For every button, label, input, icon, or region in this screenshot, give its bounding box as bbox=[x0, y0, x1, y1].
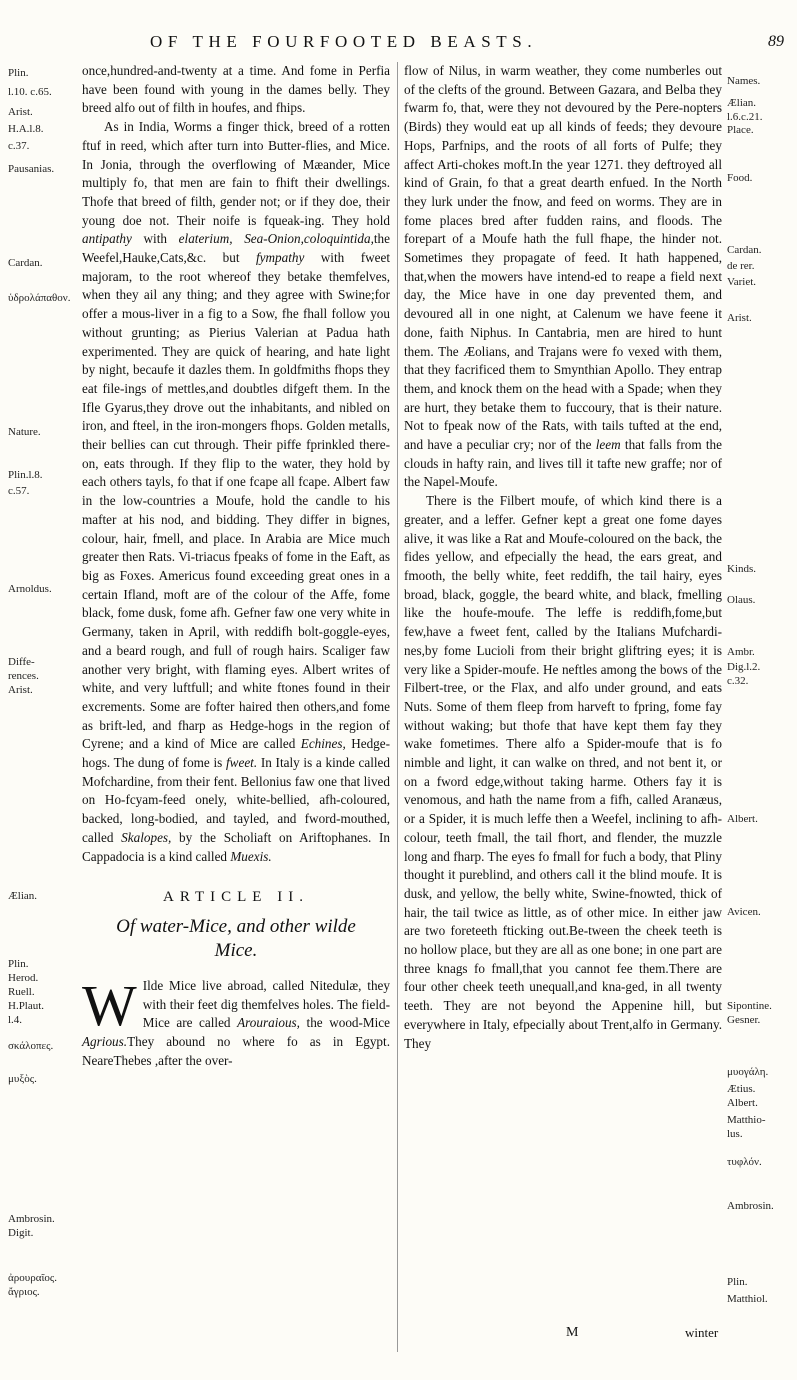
italic-run: antipathy bbox=[82, 231, 132, 247]
italic-run: Arouraious, bbox=[237, 1015, 300, 1031]
text-run: As in India, Worms a finger thick, breed of a rotten ftuf in reed, which after turn into Butter-flies, and Mice. In Jonia, through the overflowing of Mæander, Mice multiply fo, that men are fain to fhift their dwellings. Thofe that breed of filth, gender not; or if they doe, their young doe not. Their noife is fqueak-ing. They hold bbox=[82, 119, 390, 228]
margin-note: Cardan. bbox=[727, 244, 762, 256]
margin-note: de rer. bbox=[727, 260, 755, 272]
article-title-line: Mice. bbox=[214, 939, 258, 961]
margin-note: Gesner. bbox=[727, 1014, 761, 1026]
text-run: Ilde Mice live abroad, called Nitedulæ, they with their feet dig themfelves holes. The field-Mice are called bbox=[142, 977, 390, 1031]
article-title-line: Of water-Mice, and other wilde bbox=[116, 915, 356, 937]
margin-note: Diffe- bbox=[8, 656, 35, 668]
italic-run: Echines, bbox=[300, 736, 346, 752]
italic-run: Muexis. bbox=[230, 848, 272, 864]
margin-note: Dig.l.2. bbox=[727, 661, 761, 673]
margin-note: Cardan. bbox=[8, 257, 43, 269]
text-run: with fweet majoram, to the root whereof they betake themfelves, when they ail any thing; and they agree with Swine;for offer a mous-liver in a fig to a Sow, fhe fhall follow you without grunting; as Pierius Valerian at Padua hath experimented. They are quick of hearing, and hate light by night, becaufe it dazles them. In goldfmiths fhops they eat file-ings of mettles,and doubtles difgeft them. In the Ifle Gyarus,they drove out the inhabitants, and nibled on iron, and fteel, in the iron-mongers fhops. Golden metalls, their bellies can cut through. Their piffe fprinkled there-on, eats through. If they flip to the water, they hold by each others tayls, fo that if one fcape all fcape. Albert faw in the low-countries a Moufe, hold the candle to his mafter at his nod, and bidding. They differ in bignes, colour, hair, fmell, and place. In Arabia are Mice much greater then Rats. Vi-triacus fpeaks of fome in the Eaft, as big as Foxes. Americus found exceeding great ones in a certain Ifland, moft are of the colour of the Affe, fome black, fome dusk, fome afh. Gefner faw one very white in Germany, taken in April, with reddifh bolt-goggle-eyes, and a beard rough, and full of rough hairs. Scaliger faw another very bright, with flaming eyes. Albert writes of white, and very luftfull; and white ftones found in their excrements. Some are fofter haired then others,and fome as brift-led, and fharp as Hedge-hogs in the region of Cyrene; and a kind of Mice are called bbox=[82, 250, 390, 752]
margin-note: ἀρουραῖος. bbox=[8, 1272, 58, 1284]
margin-note: H.A.l.8. bbox=[8, 123, 44, 135]
margin-note: Matthio- bbox=[727, 1114, 766, 1126]
margin-note: Albert. bbox=[727, 1097, 758, 1109]
margin-note: τυφλόν. bbox=[727, 1156, 762, 1168]
margin-note: Names. bbox=[727, 75, 761, 87]
margin-note: Albert. bbox=[727, 813, 758, 825]
margin-note: Place. bbox=[727, 124, 754, 136]
italic-run: leem bbox=[595, 437, 621, 453]
margin-note: Plin. bbox=[8, 67, 29, 79]
margin-note: Ambrosin. bbox=[8, 1213, 55, 1225]
running-title: OF THE FOURFOOTED BEASTS. bbox=[150, 32, 538, 51]
margin-note: Digit. bbox=[8, 1227, 34, 1239]
article-heading: ARTICLE II. bbox=[163, 889, 309, 906]
margin-note: ἄγριος. bbox=[8, 1286, 40, 1298]
italic-run: Agrious. bbox=[82, 1034, 128, 1050]
margin-note: μυογάλη. bbox=[727, 1066, 769, 1078]
drop-cap: W bbox=[82, 972, 137, 1038]
paragraph bbox=[82, 972, 390, 1071]
margin-note: Ambr. bbox=[727, 646, 755, 658]
page-header bbox=[0, 30, 797, 66]
margin-note: Arist. bbox=[8, 106, 33, 118]
text-run: with bbox=[131, 231, 179, 247]
margin-note: Food. bbox=[727, 172, 753, 184]
italic-run: fweet. bbox=[226, 755, 258, 771]
margin-note: Variet. bbox=[727, 276, 757, 288]
margin-note: Sipontine. bbox=[727, 1000, 772, 1012]
paragraph bbox=[404, 62, 722, 492]
margin-note: rences. bbox=[8, 670, 39, 682]
margin-note: μυξὸς. bbox=[8, 1073, 37, 1085]
paragraph bbox=[82, 118, 390, 866]
column-divider bbox=[397, 62, 398, 1352]
paragraph: There is the Filbert moufe, of which kind there is a greater, and a leffer. Gefner kept a great one fome dayes alive, it was like a Rat and Moufe-coloured on the back, the fides yellow, and efpecially the head, the ears great, and fmooth, the belly white, feet reddifh, the tail hairy, eyes broad, black, goggle, the beard white, and black, fmelling like the houfe-moufe. The leffe is reddifh,fome,but few,have a fweet fent, called by the Italians Mufchardi-nes,by fome Lucioli from their bright gliftring eyes; it is very like a Spider-moufe. He neftles among the bows of the Filbert-tree, or the Flax, and alfo under ground, and eats Nuts. Some of them fleep from harveft to fpring, fome fay without waking; but thofe that have kept them fay they wake fometimes. There alfo a Spider-moufe that is fo nimble and light, it can walke on thred, and not bent it, or on a fword edge,without taking harme. Others fay it is venomous, and hath the name from a fifh, called Aranæus, or a Spider, it is much leffe then a Weefel, inclining to afh-colour, teeth fmall, the tail fhort, and flender, the muzzle long and fharp. The eyes fo fmall for fuch a body, that Pliny thought it pureblind, and others call it the blind moufe. It is dusk, and yellow, the belly white, Swine-fnowted, thick of hair, the tail twice as little, as of other mice. In either jaw are two foreteeth fticking out.Be-tween the cheek teeth is no hollow place, but they are all as one bone; in one part are three knags fo fmall,that you cannot fee them.There are four other cheek teeth unequall,and kna-ged, in all twenty teeth. They are not beyond the Appenine hill, but everywhere in Italy, efpecially about Trent,alfo in Germany. They bbox=[404, 493, 722, 1051]
margin-note: l.10. c.65. bbox=[8, 86, 52, 98]
margin-note: Nature. bbox=[8, 426, 41, 438]
catchword: winter bbox=[685, 1325, 719, 1340]
signature-mark: M bbox=[566, 1325, 579, 1340]
paragraph: once,hundred-and-twenty at a time. And fome in Perfia have been found with young in the dames belly. They breed alfo out of filth in houfes, and fhips. bbox=[82, 63, 390, 116]
margin-note: Ambrosin. bbox=[727, 1200, 774, 1212]
margin-note: Arist. bbox=[727, 312, 752, 324]
margin-note: Arist. bbox=[8, 684, 33, 696]
margin-note: Herod. bbox=[8, 972, 39, 984]
italic-run: elaterium, Sea-Onion,coloquintida, bbox=[178, 231, 374, 247]
margin-note: Avicen. bbox=[727, 906, 761, 918]
margin-note: Ruell. bbox=[8, 986, 35, 998]
margin-note: Pausanias. bbox=[8, 163, 55, 175]
right-column bbox=[404, 62, 722, 1053]
margin-note: Matthiol. bbox=[727, 1293, 768, 1305]
margin-note: H.Plaut. bbox=[8, 1000, 45, 1012]
left-column bbox=[82, 62, 390, 1070]
margin-note: Ælian. bbox=[8, 890, 38, 902]
margin-note: c.57. bbox=[8, 485, 30, 497]
margin-note: Plin. bbox=[8, 958, 29, 970]
text-run: flow of Nilus, in warm weather, they come numberles out of the clefts of the ground. Between Gazara, and Belba they fwarm fo, that, were they not devoured by the Pere-nopters (Birds) they would eat up all kinds of feeds; they devoure Hops, Parfnips, and the roots of all forts of Pulfe; they affect Arti-chokes moft.In the year 1271. they deftroyed all kind of Grain, fo that a great dearth enfued. In the North they lurk under the fnow, and feed on worms. They are in fome places bred after fudden rains, and floods. The forepart of a Moufe hath the full fhape, the hinder not. Sometimes they propagate of feed. It hath happened, that,when the mowers have intend-ed to reape a field next day, the Mice have in one day prevented them, and devoured all in one night, at Calenum we have feene it done, faith Niphus. In Cantabria, men are hired to hunt them. The Æolians, and Trajans were fo vexed with them, that they facrificed them to Smynthian Apollo. They entrap them, and knock them on the head with a Spade; when they are hurt, they betake them to fuccoury, that is their nature. Not to fpeak now of the Rats, with tails tufted at the end, and have a peculiar cry; nor of the bbox=[404, 63, 722, 453]
text-run: that falls from the clouds in hafty rain, and lives till it tafte new graffe; nor of the Napel-Moufe. bbox=[404, 437, 722, 490]
text-run: the wood-Mice bbox=[299, 1015, 390, 1031]
text-run: by the Scholiaft on Ariftophanes. In Cappadocia is a kind called bbox=[82, 829, 390, 864]
margin-note: Olaus. bbox=[727, 594, 756, 606]
margin-note: Arnoldus. bbox=[8, 583, 52, 595]
margin-note: c.32. bbox=[727, 675, 749, 687]
italic-run: Skalopes, bbox=[121, 829, 172, 845]
text-run: In Italy is a kinde called Mofchardine, from their fent. Bellonius faw one that lived on Ho-fcyam-feed onely, white-bellied, afh-coloured, backed, long-bodied, and tayled, and fword-mouthed, called bbox=[82, 755, 390, 845]
text-run: They abound no where fo as in Egypt. NeareThebes ,after the over- bbox=[82, 1034, 390, 1068]
margin-note: Plin.l.8. bbox=[8, 469, 43, 481]
text-run: Hedge-hogs. The dung of fome is bbox=[82, 736, 390, 771]
text-run: the Weefel,Hauke,Cats,&c. but bbox=[82, 231, 390, 266]
article-title bbox=[82, 915, 390, 963]
margin-note: c.37. bbox=[8, 140, 30, 152]
margin-note: Plin. bbox=[727, 1276, 748, 1288]
margin-note: Ælian. bbox=[727, 97, 757, 109]
italic-run: fympathy bbox=[255, 250, 305, 266]
margin-note: ὑδρολάπαθον. bbox=[8, 292, 71, 304]
margin-note: l.6.c.21. bbox=[727, 111, 763, 123]
margin-note: Kinds. bbox=[727, 563, 757, 575]
margin-note: σκάλοπες. bbox=[8, 1040, 54, 1052]
margin-note: Ætius. bbox=[727, 1083, 756, 1095]
margin-note: l.4. bbox=[8, 1014, 23, 1026]
margin-note: lus. bbox=[727, 1128, 743, 1140]
page-number: 89 bbox=[768, 33, 784, 50]
